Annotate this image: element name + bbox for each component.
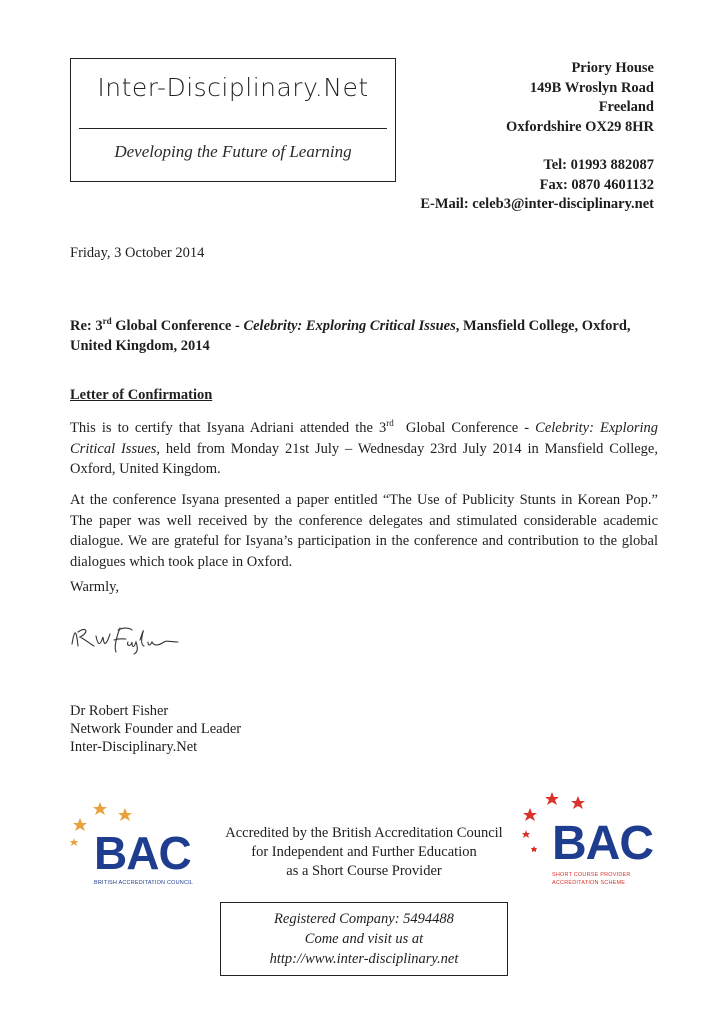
p1-part2: Global Conference -	[393, 420, 536, 436]
sign-off: Warmly,	[70, 579, 120, 595]
fax: Fax: 0870 4601132	[539, 176, 654, 193]
registered-company: Registered Company: 5494488	[274, 911, 454, 927]
p1-ordinal: rd	[386, 418, 394, 429]
signer-role: Network Founder and Leader	[70, 721, 242, 737]
address-line: Freeland	[598, 99, 654, 115]
accreditation-line: Accredited by the British Accreditation Council	[225, 825, 503, 841]
subject-ordinal: rd	[102, 316, 112, 327]
paragraph-presentation: At the conference Isyana presented a paper entitled “The Use of Publicity Stunts in Korean Pop.” The paper was well received by the conference delegates and stimulated considerable academic dialogue. We are grateful for Isyana’s participation in the conference and contribution to the global dialogues which took place in Oxford.	[70, 492, 658, 570]
p1-conference-title: Celebrity: Exploring Critical Issues	[70, 420, 658, 457]
signer-name: Dr Robert Fisher	[70, 703, 169, 719]
telephone: Tel: 01993 882087	[543, 157, 654, 173]
bac-logo-left	[70, 798, 210, 890]
visit-us: Come and visit us at	[304, 931, 424, 947]
handwritten-signature	[68, 618, 198, 658]
paragraph-attendance	[70, 418, 658, 480]
footer-registration-box	[220, 902, 508, 976]
subject-line	[70, 316, 670, 356]
accreditation-line: as a Short Course Provider	[286, 863, 442, 879]
bac-wordmark: BAC	[94, 827, 191, 879]
sender-address	[506, 59, 654, 137]
p1-part3: , held from Monday 21st July – Wednesday 23rd July 2014 in Mansfield College, Oxford, United Kingdom.	[70, 440, 658, 477]
bac-wordmark: BAC	[552, 817, 653, 870]
bac-logo-right	[516, 786, 666, 890]
logo-divider	[79, 128, 387, 129]
accreditation-text	[214, 824, 514, 881]
sender-contact	[420, 156, 654, 215]
logo-tagline: Developing the Future of Learning	[114, 142, 352, 161]
subject-prefix: Re: 3	[70, 318, 103, 334]
letterhead-logo-box	[70, 58, 396, 182]
bac-subtitle: BRITISH ACCREDITATION COUNCIL	[94, 880, 194, 886]
letter-date: Friday, 3 October 2014	[70, 245, 205, 261]
address-line: Oxfordshire OX29 8HR	[506, 118, 654, 135]
letter-heading: Letter of Confirmation	[70, 387, 213, 403]
signer-block	[70, 702, 241, 756]
accreditation-line: for Independent and Further Education	[251, 844, 477, 860]
address-line: 149B Wroslyn Road	[529, 79, 654, 96]
subject-middle: Global Conference -	[111, 318, 244, 334]
subject-conference-title: Celebrity: Exploring Critical Issues	[243, 318, 456, 334]
p1-part1: This is to certify that Isyana Adriani attended the 3	[70, 420, 387, 436]
subject-suffix: , Mansfield College, Oxford, United Kingdom, 2014	[70, 318, 631, 354]
website-link[interactable]: http://www.inter-disciplinary.net	[269, 951, 459, 967]
email: E-Mail: celeb3@inter-disciplinary.net	[420, 196, 654, 212]
logo-name: Inter-Disciplinary.Net	[97, 73, 369, 102]
address-line: Priory House	[571, 60, 654, 76]
bac-subtitle-line1: SHORT COURSE PROVIDER	[552, 872, 631, 878]
bac-subtitle-line2: ACCREDITATION SCHEME	[552, 880, 626, 886]
signer-organization: Inter-Disciplinary.Net	[70, 739, 198, 755]
